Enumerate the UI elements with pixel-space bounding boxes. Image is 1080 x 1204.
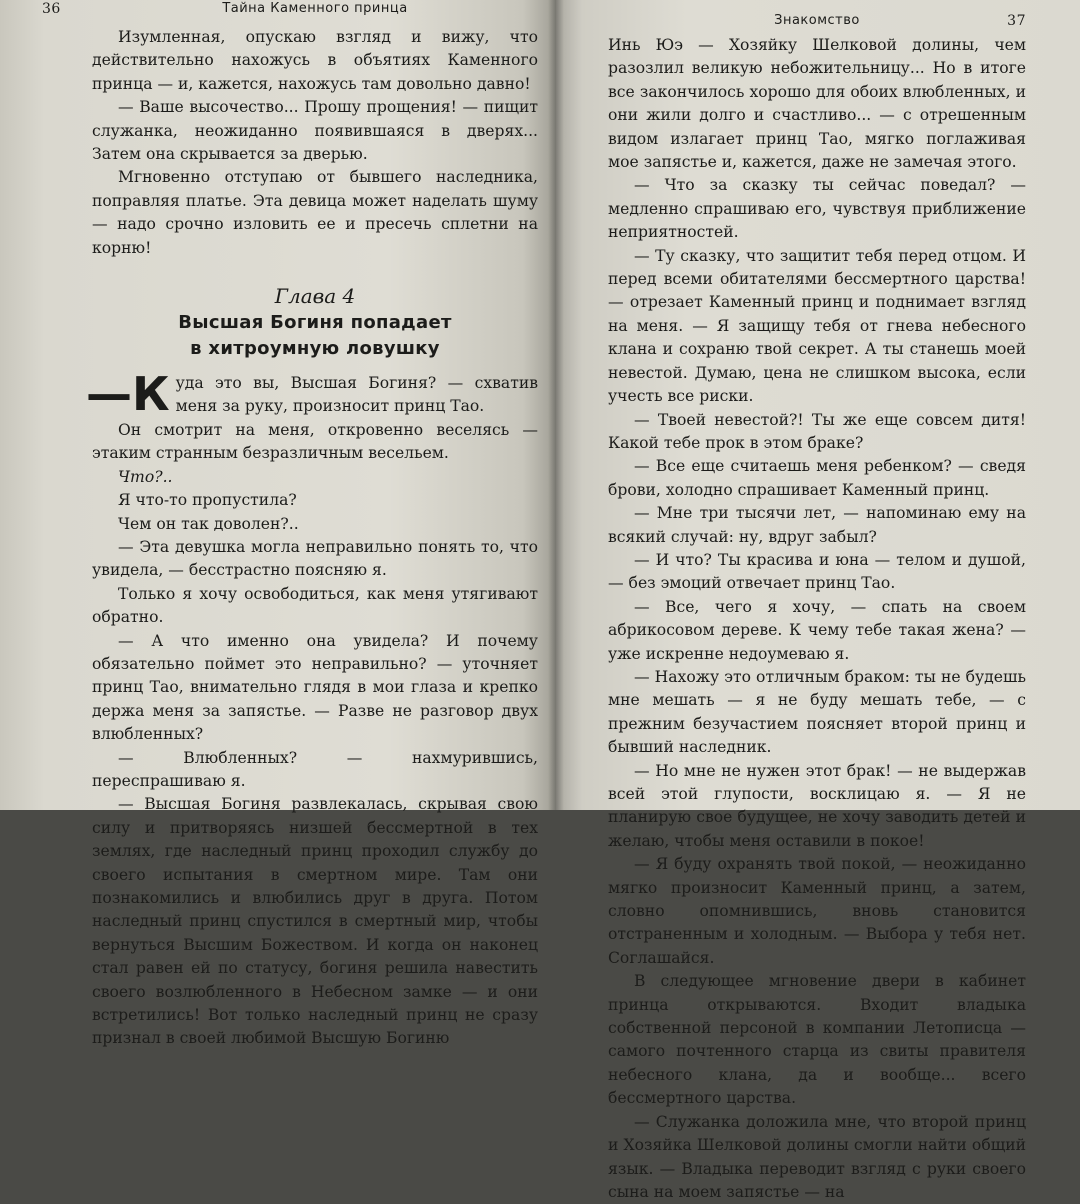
paragraph: — Нахожу это отличным браком: ты не будешь мне мешать — я не буду мешать тебе, — с прежним безучастием поясняет второй принц и бывший наследник.	[608, 667, 1026, 757]
chapter-number: Глава 4	[274, 284, 356, 309]
chapter-title-line-2: в хитроумную ловушку	[190, 338, 440, 360]
chapter-title-line-1: Высшая Богиня попадает	[178, 312, 452, 334]
italic-line: Что?..	[118, 467, 173, 486]
chapter-heading	[92, 282, 538, 362]
right-running-head	[608, 12, 1026, 34]
right-running-head-text: Знакомство	[774, 13, 860, 28]
dropcap-paragraph	[86, 367, 538, 422]
dropcap: —К	[86, 367, 170, 422]
paragraph: — Ваше высочество... Прошу прощения! — пищит служанка, неожиданно появившаяся в дверях... Затем она скрывается за дверью.	[92, 98, 538, 164]
left-page-number: 36	[42, 1, 61, 17]
paragraph: — Ту сказку, что защитит тебя перед отцом. И перед всеми обитателями бессмертного царства! — отрезает Каменный принц и поднимает взгляд на меня. — Я защищу тебя от гнева небесного клана и сохраню твой секрет. А ты станешь моей невестой. Думаю, цена не слишком высока, если учесть все риски.	[608, 246, 1026, 406]
paragraph: — Служанка доложила мне, что второй принц и Хозяйка Шелковой долины смогли найти общий язык. — Владыка переводит взгляд с руки своего сына на моем запястье — на	[608, 1112, 1026, 1201]
paragraph: — Мне три тысячи лет, — напоминаю ему на всякий случай: ну, вдруг забыл?	[608, 504, 1026, 546]
paragraph: — Все еще считаешь меня ребенком? — сведя брови, холодно спрашивает Каменный принц.	[608, 457, 1026, 499]
paragraph: В следующее мгновение двери в кабинет принца открываются. Входит владыка собственной персоной в компании Летописца — самого почтенного старца из свиты правителя небесного клана, да и вообще... всего бессмертного царства.	[608, 972, 1026, 1108]
paragraph: — И что? Ты красива и юна — телом и душой, — без эмоций отвечает принц Тао.	[608, 550, 1026, 593]
short-line: Чем он так доволен?..	[118, 514, 299, 533]
paragraph: — Я буду охранять твой покой, — неожиданно мягко произносит Каменный принц, а затем, словно опомнившись, вновь становится отстраненным и холодным. — Выбора у тебя нет. Соглашайся.	[608, 855, 1026, 967]
book-gutter	[548, 0, 564, 810]
paragraph: Только я хочу освободиться, как меня утягивают обратно.	[92, 584, 538, 627]
paragraph: — Твоей невестой?! Ты же еще совсем дитя! Какой тебе прок в этом браке?	[608, 410, 1026, 452]
paragraph: Мгновенно отступаю от бывшего наследника, поправляя платье. Эта девица может наделать шуму — надо срочно изловить ее и пресечь сплетни на корню!	[92, 168, 538, 257]
paragraph: — Но мне не нужен этот брак! — не выдержав всей этой глупости, восклицаю я. — Я не планирую свое будущее, не хочу заводить детей и желаю, чтобы меня оставили в покое!	[608, 761, 1026, 850]
dropcap-text: уда это вы, Высшая Богиня? — схватив меня за руку, произносит принц Тао.	[175, 374, 538, 416]
paragraph: — А что именно она увидела? И почему обязательно поймет это неправильно? — уточняет принц Тао, внимательно глядя в мои глаза и крепко держа меня за запястье. — Разве не разговор двух влюбленных?	[92, 631, 538, 744]
right-page-number: 37	[1007, 13, 1026, 29]
paragraph: Изумленная, опускаю взгляд и вижу, что действительно нахожусь в объятиях Каменного принца — и, кажется, нахожусь там довольно давно!	[92, 28, 538, 93]
paragraph: — Высшая Богиня развлекалась, скрывая свою силу и притворяясь низшей бессмертной в тех землях, где наследный принц проходил службу до своего испытания в смертном мире. Там они познакомились и влюбились друг в друга. Потом наследный принц спустился в смертный мир, чтобы вернуться Высшим Божеством. И когда он наконец стал равен ей по статусу, богиня решила навестить своего возлюбленного в Небесном замке — и они встретились! Вот только наследный принц не сразу признал в своей любимой Высшую Богиню	[92, 795, 538, 1048]
paragraph: — Все, чего я хочу, — спать на своем абрикосовом дереве. К чему тебе такая жена? — уже искренне недоумеваю я.	[608, 597, 1026, 663]
short-line: Я что-то пропустила?	[118, 491, 297, 510]
paragraph: Он смотрит на меня, откровенно веселясь — этаким странным безразличным весельем.	[92, 420, 538, 463]
continued-paragraph: Инь Юэ — Хозяйку Шелковой долины, чем разозлил великую небожительницу... Но в итоге все закончилось хорошо для обоих влюбленных, и они жили долго и счастливо... — с отрешенным видом излагает принц Тао, мягко поглаживая мое запястье и, кажется, даже не замечая этого.	[608, 36, 1026, 172]
left-running-head	[42, 0, 538, 26]
paragraph: — Что за сказку ты сейчас поведал? — медленно спрашиваю его, чувствуя приближение неприятностей.	[608, 176, 1026, 242]
right-page	[556, 0, 1080, 1201]
left-running-head-text: Тайна Каменного принца	[222, 1, 408, 16]
paragraph: — Эта девушка могла неправильно понять то, что увидела, — бесстрастно поясняю я.	[92, 537, 538, 580]
left-page	[0, 0, 556, 1048]
paragraph: — Влюбленных? — нахмурившись, переспрашиваю я.	[92, 748, 538, 790]
